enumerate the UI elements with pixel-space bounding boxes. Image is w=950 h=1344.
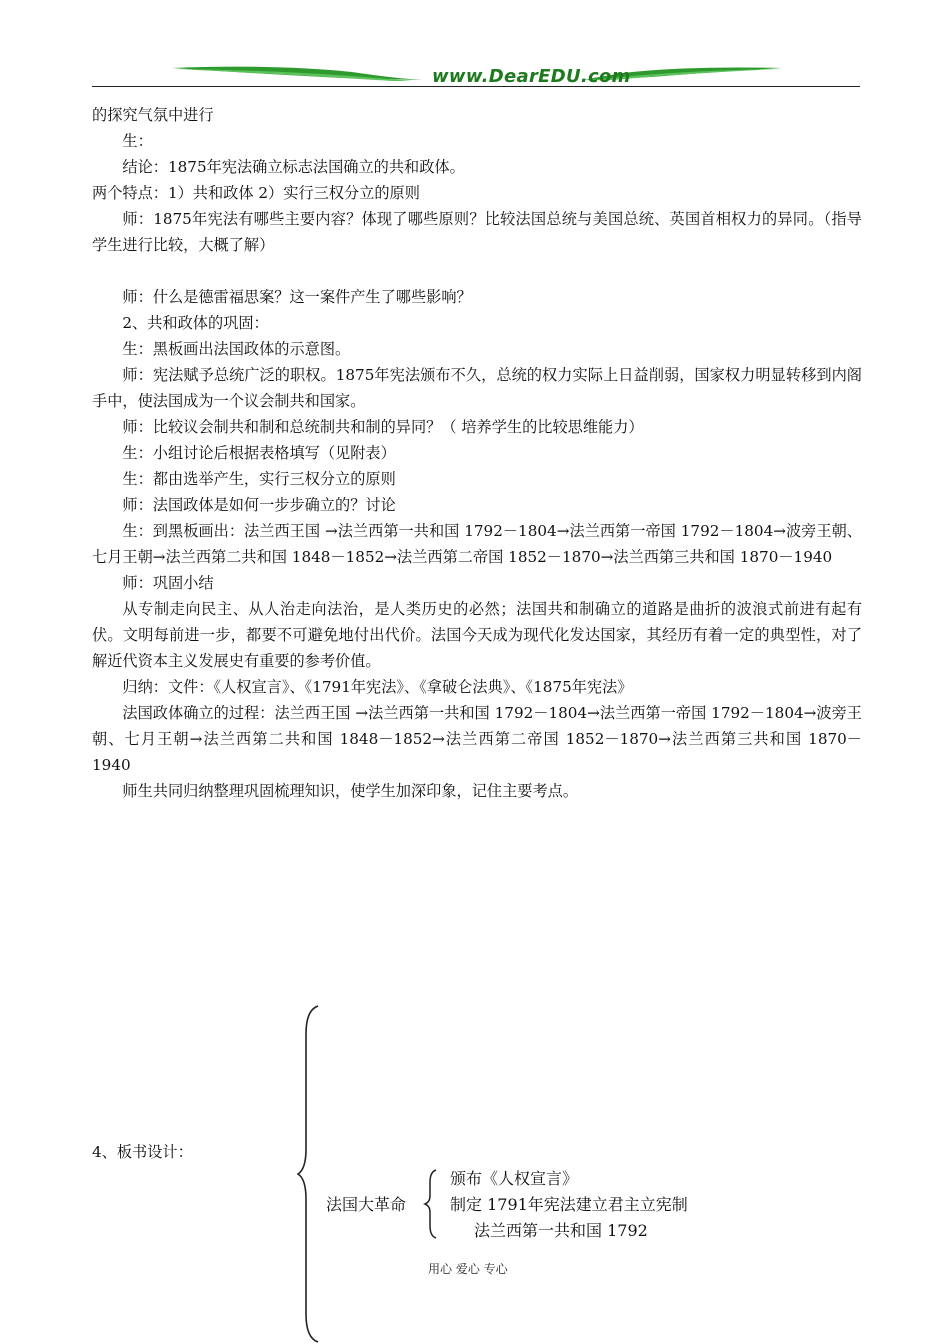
- paragraph: 的探究气氛中进行: [92, 106, 214, 124]
- paragraph: 生：黑板画出法国政体的示意图。: [122, 340, 351, 358]
- paragraph: 生：小组讨论后根据表格填写（见附表）: [122, 444, 396, 462]
- paragraph: 生：都由选举产生，实行三权分立的原则: [122, 470, 396, 488]
- paragraph: 师：巩固小结: [122, 574, 214, 592]
- paragraph: 师：宪法赋予总统广泛的职权。1875年宪法颁布不久，总统的权力实际上日益削弱，国家权力明显转移到内阁手中，使法国成为一个议会制共和国家。: [92, 366, 862, 410]
- page-footer: 用心 爱心 专心: [428, 1262, 508, 1276]
- blank-line: [92, 258, 862, 284]
- paragraph: 两个特点：1）共和政体 2）实行三权分立的原则: [92, 184, 420, 202]
- paragraph: 生：: [122, 132, 153, 150]
- paragraph: 师：1875年宪法有哪些主要内容？体现了哪些原则？比较法国总统与美国总统、英国首相权力的异同。（指导学生进行比较，大概了解）: [92, 210, 862, 254]
- site-logo-text[interactable]: www.DearEDU.com: [432, 66, 631, 87]
- paragraph: 师：什么是德雷福思案？这一案件产生了哪些影响？: [122, 288, 472, 306]
- paragraph: 法国政体确立的过程：法兰西王国 →法兰西第一共和国 1792－1804→法兰西第一帝国 1792－1804→波旁王朝、七月王朝→法兰西第二共和国 1848－1852→法兰西第二帝国 1852－1870→法兰西第三共和国 1870－1940: [92, 704, 862, 774]
- header-divider: [92, 86, 860, 87]
- board-design-label: 4、板书设计：: [92, 1143, 193, 1161]
- small-curly-brace: [422, 1168, 440, 1240]
- french-revolution-heading: 法国大革命: [326, 1195, 407, 1214]
- paragraph: 从专制走向民主、从人治走向法治，是人类历史的必然；法国共和制确立的道路是曲折的波浪式前进有起有伏。文明每前进一步，都要不可避免地付出代价。法国今天成为现代化发达国家，其经历有着一定的典型性，对了解近代资本主义发展史有重要的参考价值。: [92, 600, 862, 670]
- page-header: [92, 60, 860, 92]
- board-item: 法兰西第一共和国 1792: [474, 1221, 648, 1240]
- paragraph: 结论：1875年宪法确立标志法国确立的共和政体。: [122, 158, 465, 176]
- paragraph: 归纳：文件：《人权宣言》、《1791年宪法》、《拿破仑法典》、《1875年宪法》: [122, 678, 633, 696]
- paragraph: 师：比较议会制共和制和总统制共和制的异同？（ 培养学生的比较思维能力）: [122, 418, 644, 436]
- paragraph: 师：法国政体是如何一步步确立的？讨论: [122, 496, 396, 514]
- board-item: 制定 1791年宪法建立君主立宪制: [450, 1195, 688, 1214]
- paragraph: 师生共同归纳整理巩固梳理知识，使学生加深印象，记住主要考点。: [122, 782, 579, 800]
- document-body: [92, 102, 862, 804]
- large-curly-brace: [296, 1004, 326, 1344]
- paragraph: 2、共和政体的巩固：: [122, 314, 269, 332]
- board-item: 颁布《人权宣言》: [450, 1169, 579, 1188]
- paragraph: 生：到黑板画出：法兰西王国 →法兰西第一共和国 1792－1804→法兰西第一帝国 1792－1804→波旁王朝、七月王朝→法兰西第二共和国 1848－1852→法兰西第二帝国 1852－1870→法兰西第三共和国 1870－1940: [92, 522, 862, 566]
